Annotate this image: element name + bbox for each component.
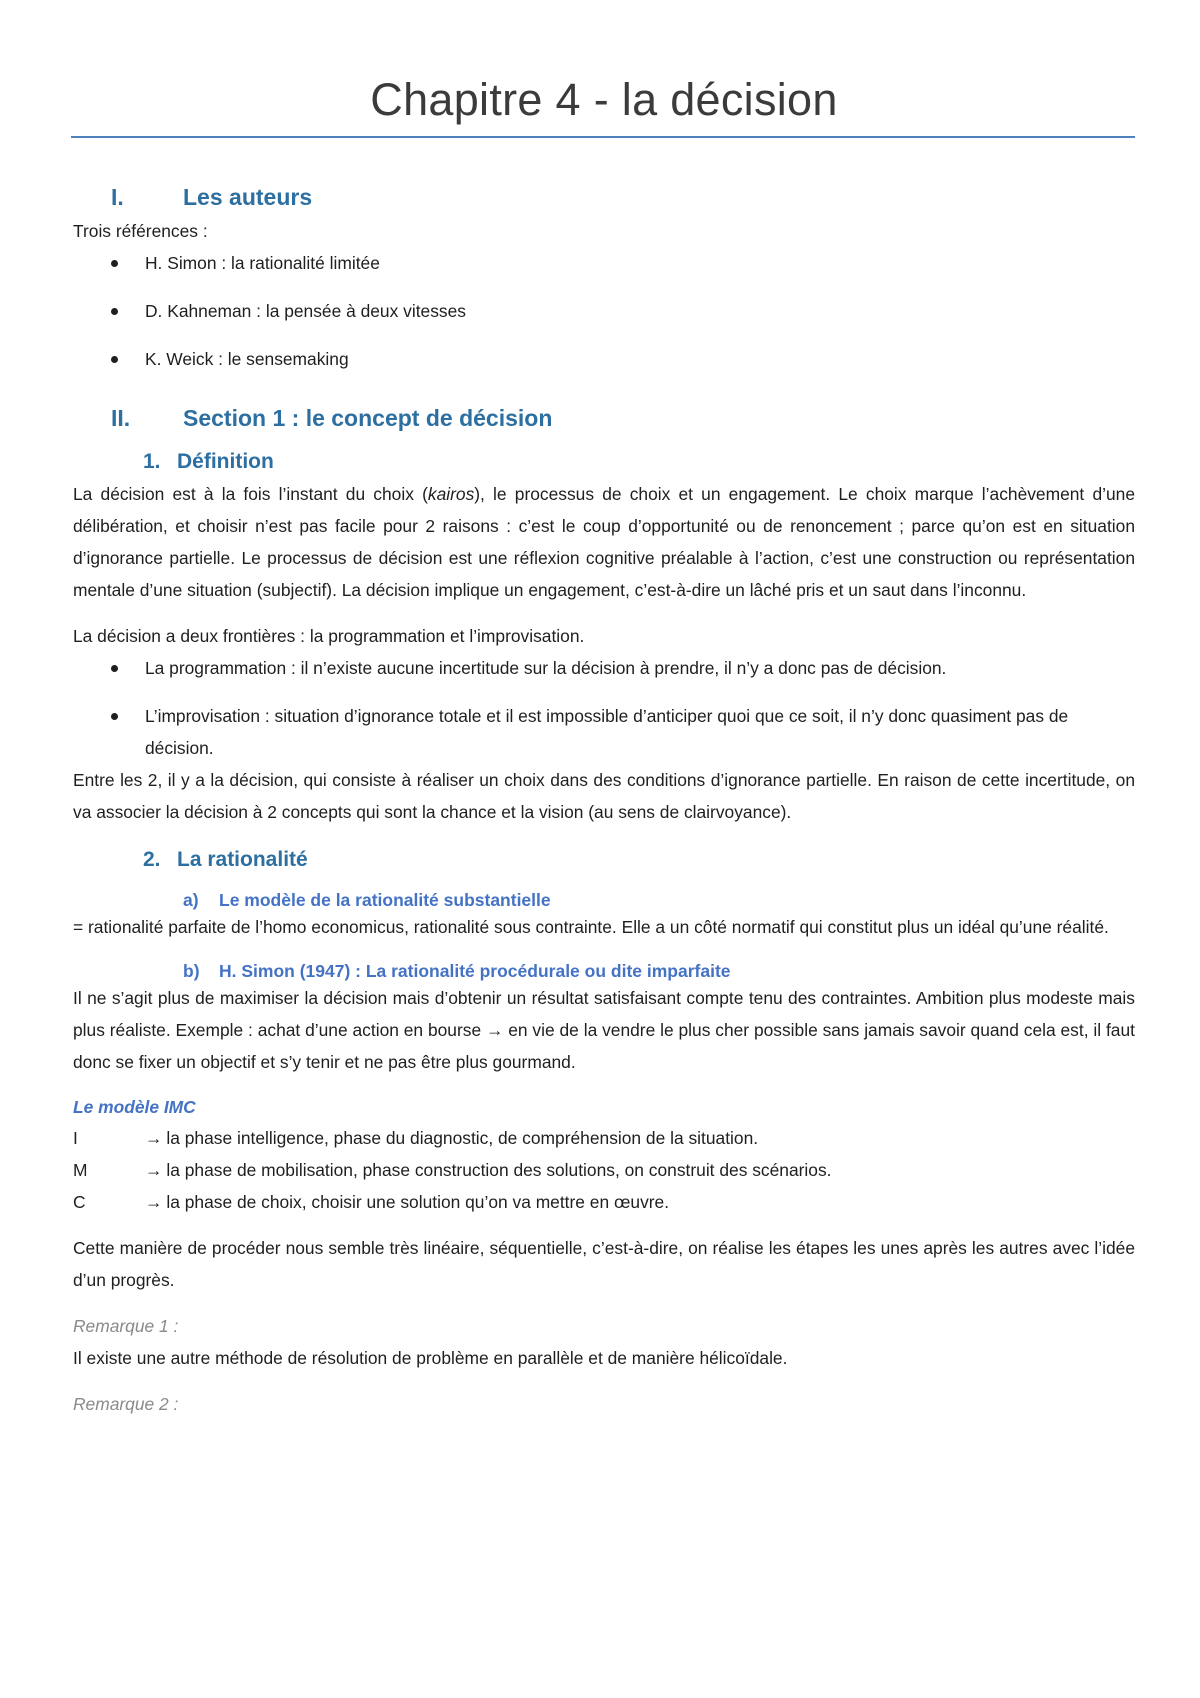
authors-list	[73, 247, 1135, 375]
imc-letter: I	[73, 1128, 78, 1148]
imc-text: la phase de choix, choisir une solution qu’on va mettre en œuvre.	[166, 1192, 670, 1212]
list-item: La programmation : il n’existe aucune incertitude sur la décision à prendre, il n’y a donc pas de décision.	[73, 652, 1135, 684]
heading-text: Section 1 : le concept de décision	[183, 405, 553, 431]
remark-1-label: Remarque 1 :	[73, 1316, 179, 1336]
heading-rationalite	[73, 848, 1135, 872]
remark-1-text: Il existe une autre méthode de résolution de problème en parallèle et de manière hélicoïdale.	[73, 1348, 788, 1368]
intro-text: Trois références :	[73, 221, 208, 241]
remark-2-label: Remarque 2 :	[73, 1394, 179, 1414]
heading-number: II.	[111, 405, 131, 431]
heading-definition	[73, 450, 1135, 474]
definition-paragraph	[73, 478, 1135, 606]
imc-row	[73, 1186, 1135, 1218]
heading-rationalite-substantielle	[73, 890, 1135, 911]
heading-number: 1.	[143, 450, 161, 473]
imc-list	[73, 1122, 1135, 1218]
paragraph-text: La décision est à la fois l’instant du choix (	[73, 484, 428, 504]
imc-row	[73, 1122, 1135, 1154]
heading-number: a)	[183, 890, 199, 910]
heading-number: b)	[183, 961, 200, 981]
heading-rationalite-procedurale	[73, 961, 1135, 982]
frontieres-list	[73, 652, 1135, 764]
procedurale-paragraph: Il ne s’agit plus de maximiser la décision mais d’obtenir un résultat satisfaisant compte tenu des contraintes. Ambition plus modeste mais plus réaliste. Exemple : achat d’une action en bourse → en vie de la vendre le plus cher possible sans jamais savoir quand cela est, il faut donc se fixer un objectif et s’y tenir et ne pas être plus gourmand.	[73, 988, 1135, 1072]
frontieres-paragraph: La décision a deux frontières : la programmation et l’improvisation.	[73, 626, 585, 646]
imc-letter: C	[73, 1192, 86, 1212]
imc-row	[73, 1154, 1135, 1186]
heading-les-auteurs	[73, 184, 1135, 211]
list-item: D. Kahneman : la pensée à deux vitesses	[73, 295, 1135, 327]
paragraph-text: ), le processus de choix et un engagement. Le choix marque l’achèvement d’une délibération, et choisir n’est pas facile pour 2 raisons : c’est le coup d’opportunité ou de renoncement ; parce qu’on est en situation d’ignorance partielle. Le processus de décision est une réflexion cognitive préalable à l’action, c’est une construction ou représentation mentale d’une situation (subjectif). La décision implique un engagement, c’est-à-dire un lâché pris et un saut dans l’inconnu.	[73, 484, 1135, 600]
heading-text: La rationalité	[177, 848, 308, 871]
kairos-term: kairos	[427, 484, 475, 504]
list-item: K. Weick : le sensemaking	[73, 343, 1135, 375]
substantielle-paragraph: = rationalité parfaite de l’homo economicus, rationalité sous contrainte. Elle a un côté normatif qui constitut plus un idéal qu’une réalité.	[73, 917, 1109, 937]
heading-text: H. Simon (1947) : La rationalité procédurale ou dite imparfaite	[219, 961, 731, 981]
imc-title: Le modèle IMC	[73, 1097, 196, 1117]
heading-number: I.	[111, 184, 124, 210]
list-item: L’improvisation : situation d’ignorance totale et il est impossible d’anticiper quoi que ce soit, il n’y donc quasiment pas de décision.	[73, 700, 1135, 764]
list-item: H. Simon : la rationalité limitée	[73, 247, 1135, 279]
document-title: Chapitre 4 - la décision	[370, 74, 838, 125]
heading-text: Définition	[177, 450, 274, 473]
heading-text: Le modèle de la rationalité substantielle	[219, 890, 551, 910]
imc-text: la phase de mobilisation, phase construction des solutions, on construit des scénarios.	[166, 1160, 832, 1180]
arrow-icon: →	[145, 1160, 163, 1180]
entre-paragraph: Entre les 2, il y a la décision, qui consiste à réaliser un choix dans des conditions d’ignorance partielle. En raison de cette incertitude, on va associer la décision à 2 concepts qui sont la chance et la vision (au sens de clairvoyance).	[73, 770, 1135, 822]
imc-text: la phase intelligence, phase du diagnostic, de compréhension de la situation.	[166, 1128, 759, 1148]
arrow-icon: →	[145, 1128, 163, 1148]
heading-text: Les auteurs	[183, 184, 313, 210]
heading-number: 2.	[143, 848, 161, 871]
heading-concept-de-decision	[73, 405, 1135, 432]
title-underline	[71, 136, 1135, 138]
imc-letter: M	[73, 1160, 88, 1180]
arrow-icon: →	[145, 1192, 163, 1212]
imc-conclusion-paragraph: Cette manière de procéder nous semble très linéaire, séquentielle, c’est-à-dire, on réalise les étapes les unes après les autres avec l’idée d’un progrès.	[73, 1238, 1135, 1290]
